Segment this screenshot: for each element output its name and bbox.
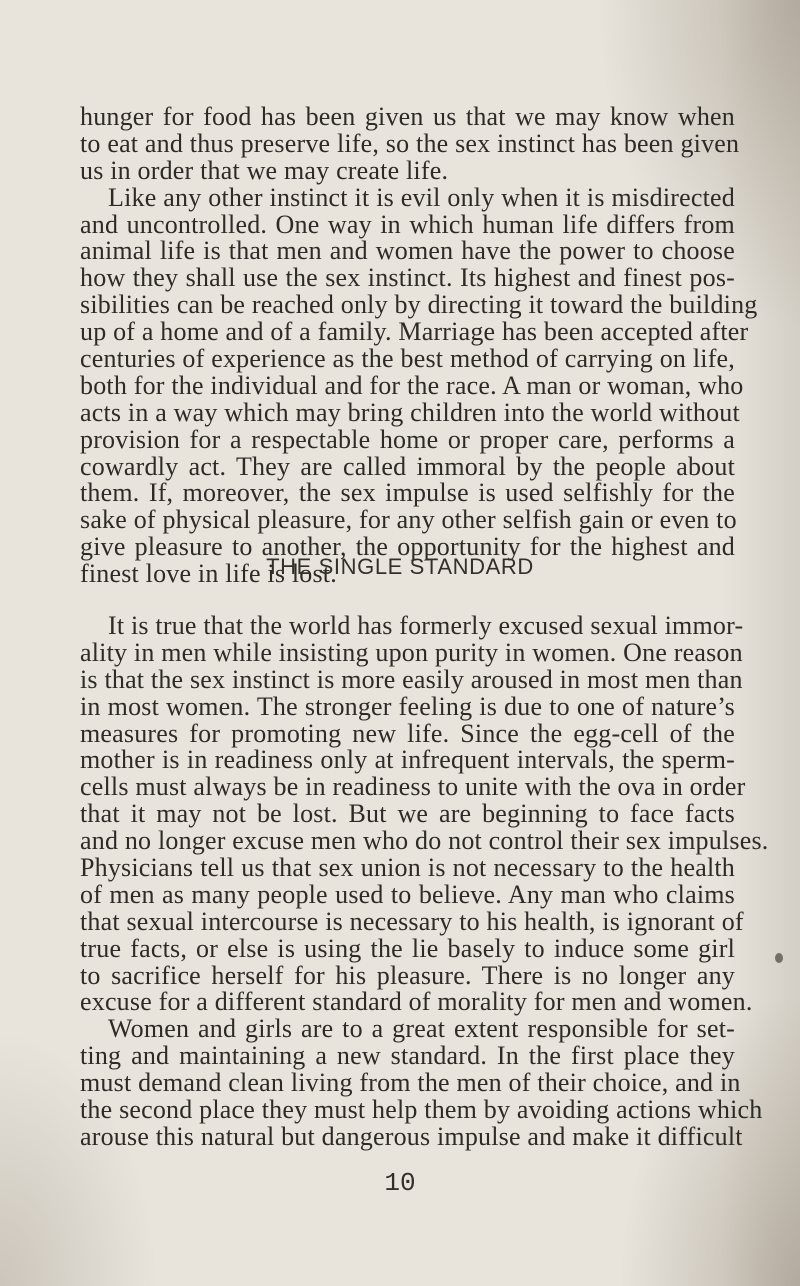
- text-line: hunger for food has been given us that we may know when: [80, 102, 735, 131]
- text-line: the second place they must help them by avoiding actions which: [80, 1095, 763, 1125]
- text-line: acts in a way which may bring children into the world without: [80, 397, 740, 427]
- text-line: arouse this natural but dangerous impulse and make it difficult: [80, 1121, 743, 1151]
- text-line: true facts, or else is using the lie basely to induce some girl: [80, 933, 735, 963]
- text-line: both for the individual and for the race. A man or woman, who: [80, 370, 744, 400]
- text-line: us in order that we may create life.: [80, 155, 449, 185]
- text-line: that it may not be lost. But we are beginning to face facts: [80, 799, 735, 829]
- section-heading: THE SINGLE STANDARD: [266, 554, 534, 579]
- text-line: measures for promoting new life. Since the egg-cell of the: [80, 718, 735, 748]
- text-line: and uncontrolled. One way in which human life differs from: [80, 209, 735, 239]
- text-line: to eat and thus preserve life, so the sex instinct has been given: [80, 128, 740, 158]
- text-line: provision for a respectable home or proper care, performs a: [80, 424, 735, 454]
- text-line: how they shall use the sex instinct. Its highest and finest pos-: [80, 263, 735, 293]
- text-line: mother is in readiness only at infrequent intervals, the sperm-: [80, 745, 735, 775]
- page-number: 10: [384, 1168, 416, 1198]
- text-line: to sacrifice herself for his pleasure. There is no longer any: [80, 960, 735, 990]
- text-line: must demand clean living from the men of their choice, and in: [80, 1068, 741, 1098]
- text-line: Women and girls are to a great extent responsible for set-: [108, 1014, 735, 1044]
- text-line: It is true that the world has formerly excused sexual immor-: [108, 611, 744, 640]
- text-line: animal life is that men and women have the power to choose: [80, 236, 735, 266]
- body-text-top: [80, 102, 758, 589]
- text-line: up of a home and of a family. Marriage has been accepted after: [80, 317, 749, 347]
- text-line: is that the sex instinct is more easily aroused in most men than: [80, 664, 743, 694]
- text-line: ting and maintaining a new standard. In the first place they: [80, 1041, 735, 1071]
- text-line: that sexual intercourse is necessary to his health, is ignorant of: [80, 906, 744, 936]
- body-text-single-standard: [80, 611, 769, 1151]
- text-line: excuse for a different standard of morality for men and women.: [80, 987, 753, 1017]
- text-line: Physicians tell us that sex union is not necessary to the health: [80, 853, 735, 883]
- text-line: in most women. The stronger feeling is due to one of nature’s: [80, 691, 735, 721]
- text-line: give pleasure to another, the opportunity for the highest and: [80, 532, 735, 562]
- text-line: cells must always be in readiness to unite with the ova in order: [80, 772, 746, 802]
- text-line: centuries of experience as the best method of carrying on life,: [80, 344, 735, 374]
- text-line: them. If, moreover, the sex impulse is used selfishly for the: [80, 478, 735, 508]
- text-line: Like any other instinct it is evil only when it is misdirected: [108, 182, 735, 212]
- text-line: sibilities can be reached only by directing it toward the building: [80, 290, 758, 320]
- text-line: ality in men while insisting upon purity in women. One reason: [80, 637, 743, 667]
- text-line: of men as many people used to believe. Any man who claims: [80, 879, 735, 909]
- text-line: sake of physical pleasure, for any other selfish gain or even to: [80, 505, 737, 535]
- text-line: finest love in life is lost.: [80, 559, 337, 589]
- ink-speck: [775, 953, 783, 963]
- text-line: cowardly act. They are called immoral by the people about: [80, 451, 735, 481]
- text-line: and no longer excuse men who do not control their sex impulses.: [80, 826, 769, 856]
